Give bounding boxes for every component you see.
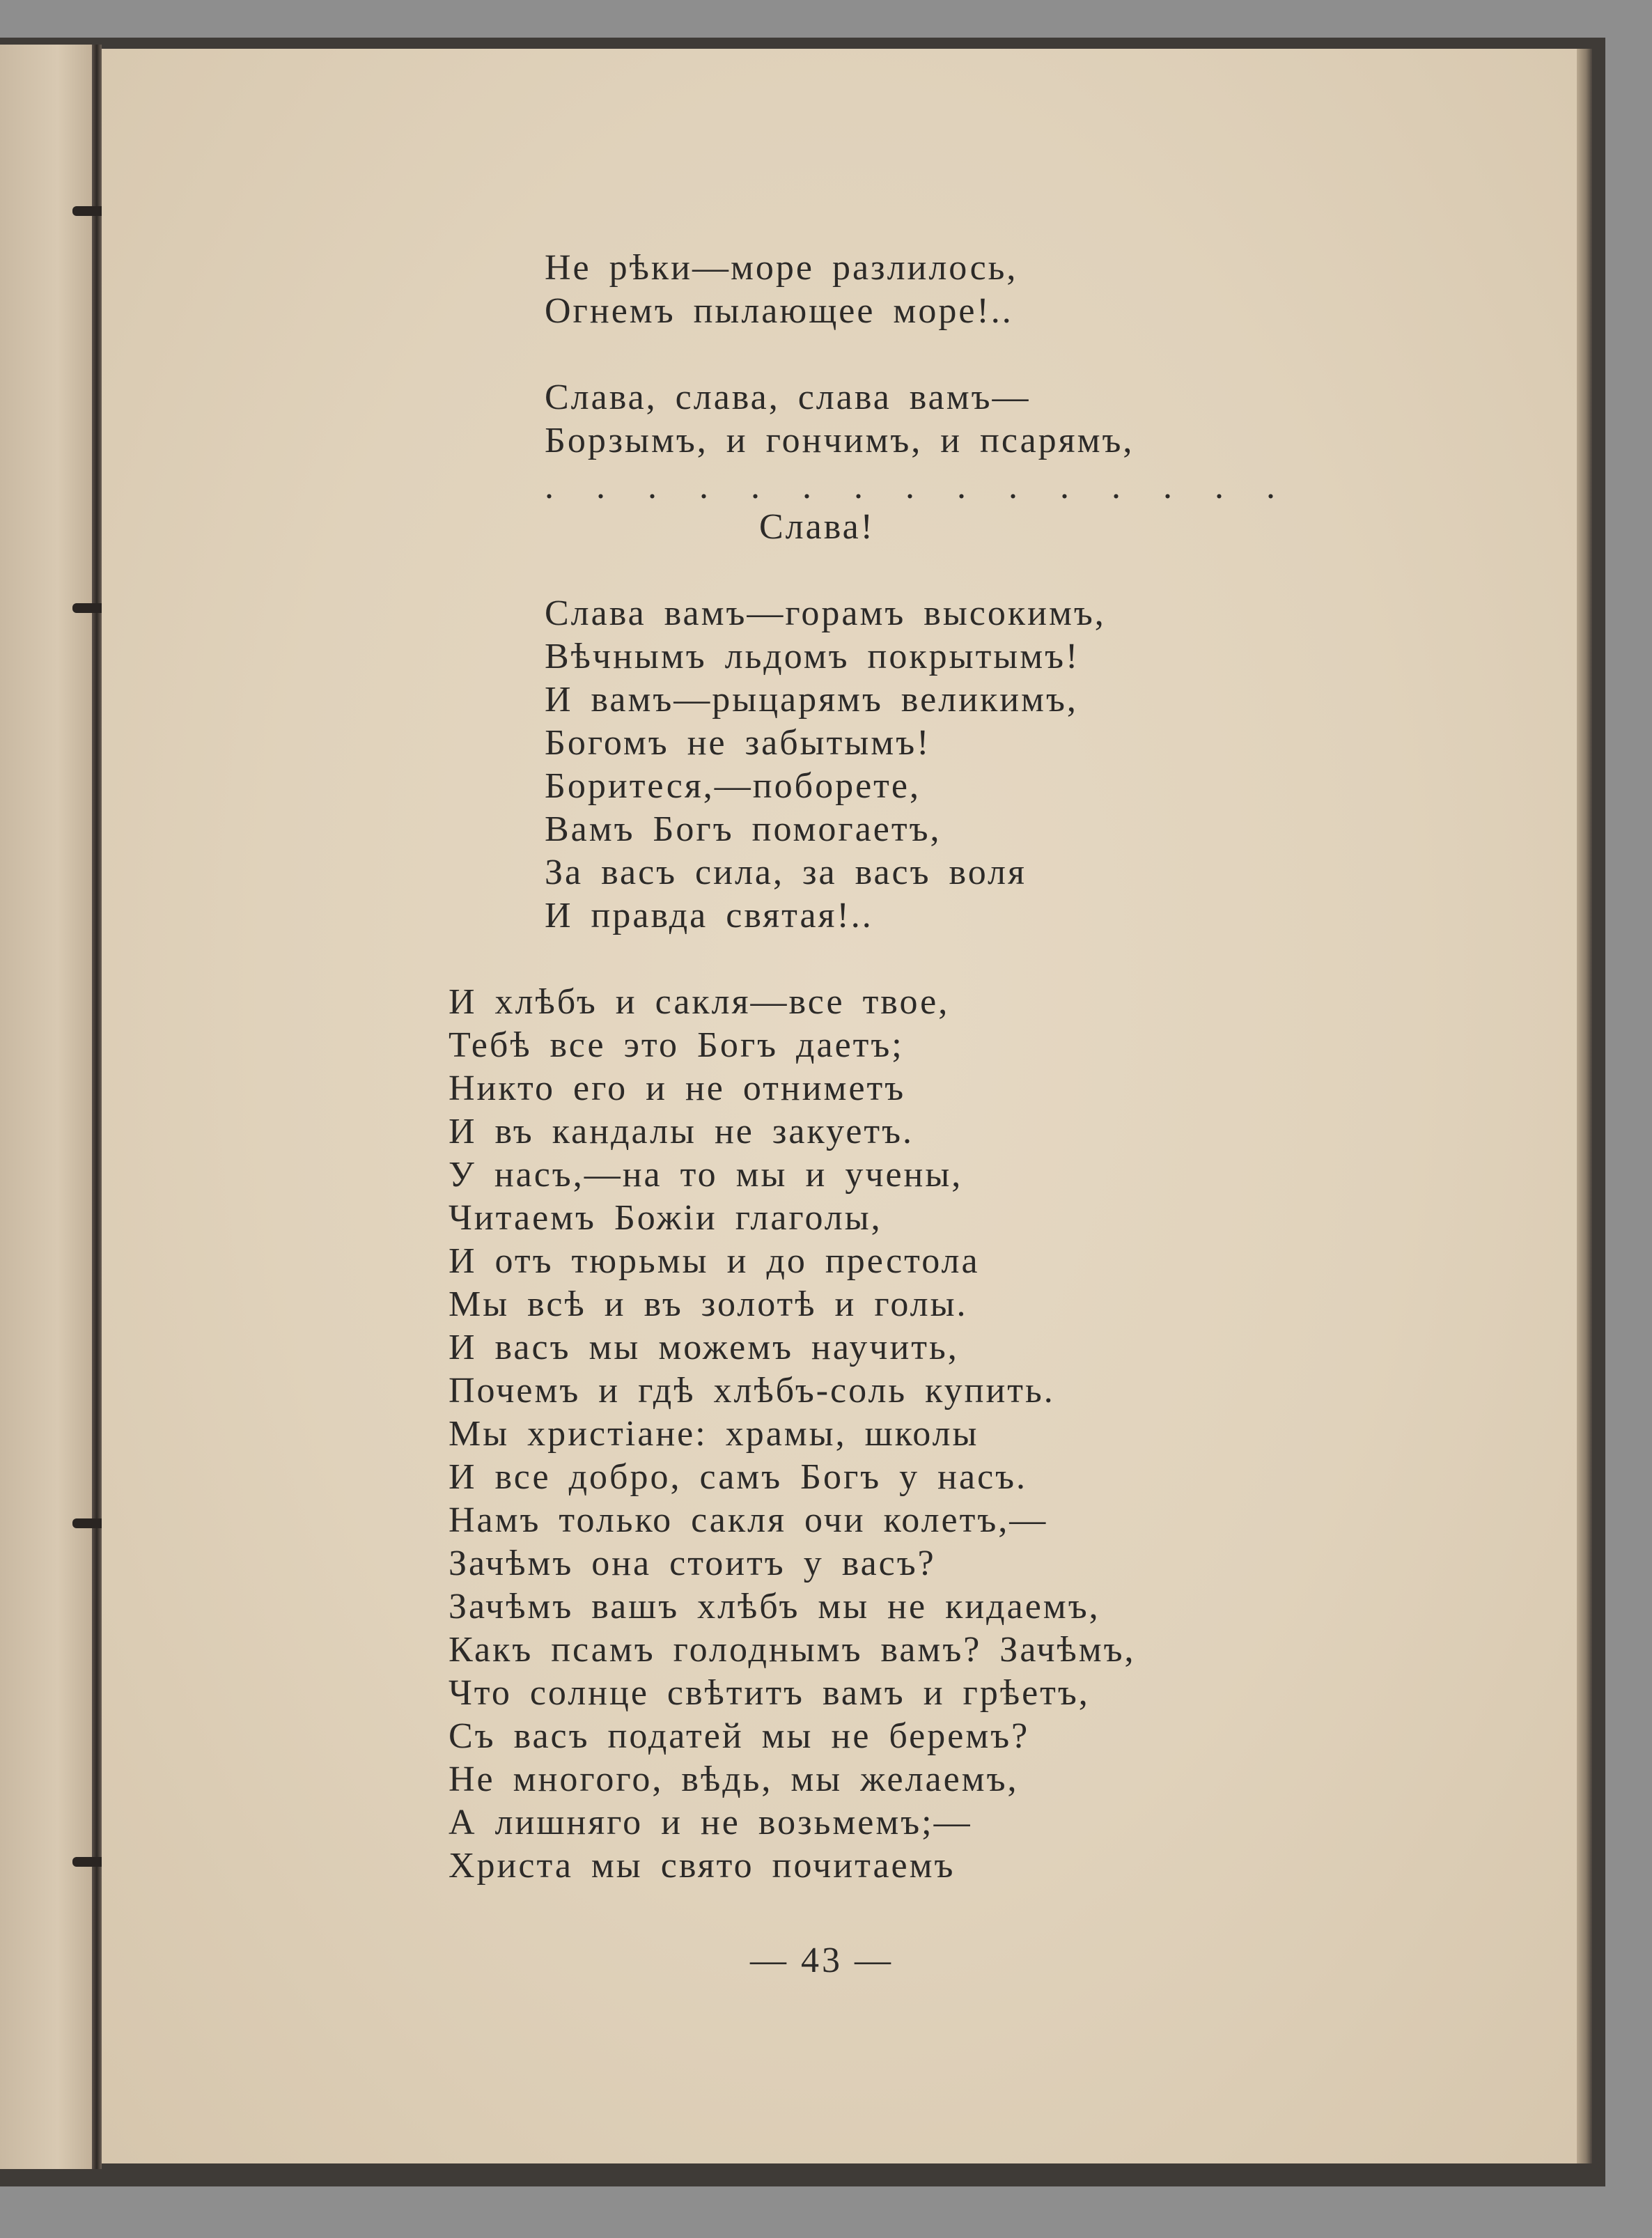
ellipsis-line: . . . . . . . . . . . . . . . [545,467,1292,506]
poem-line: Огнемъ пылающее море!.. [545,291,1013,331]
poem-line: Никто его и не отниметъ [449,1069,906,1108]
poem-line: Вѣчнымъ льдомъ покрытымъ! [545,637,1080,676]
poem-line: За васъ сила, за васъ воля [545,853,1027,892]
poem-line: И васъ мы можемъ научить, [449,1328,959,1367]
poem-line: Читаемъ Божiи глаголы, [449,1198,882,1238]
stanza-3 [545,592,1106,938]
poem-line: И все добро, самъ Богъ у насъ. [449,1457,1028,1497]
poem-line: Не многого, вѣдь, мы желаемъ, [449,1759,1019,1799]
poem-line: Не рѣки—море разлилось, [545,248,1018,288]
poem-line: У насъ,—на то мы и учены, [449,1155,963,1195]
poem-line: И въ кандалы не закуетъ. [449,1112,914,1151]
poem-line: Боритеся,—поборете, [545,766,921,806]
poem-line: Съ васъ податей мы не беремъ? [449,1716,1030,1756]
poem-line: Зачѣмъ вашъ хлѣбъ мы не кидаемъ, [449,1587,1100,1626]
book-gutter [92,45,102,2169]
poem-line: Слава вамъ—горамъ высокимъ, [545,593,1106,633]
refrain-slava: Слава! [759,507,875,547]
stanza-1 [545,247,1134,463]
poem-line: Что солнце свѣтитъ вамъ и грѣетъ, [449,1673,1090,1713]
page-edge-shadow [1577,49,1592,2163]
poem-line: Борзымъ, и гончимъ, и псарямъ, [545,421,1135,460]
poem-line: Почемъ и гдѣ хлѣбъ-соль купить. [449,1371,1055,1411]
poem-line: А лишняго и не возьмемъ;— [449,1803,972,1842]
poem-line: И вамъ—рыцарямъ великимъ, [545,680,1078,720]
poem-line: Какъ псамъ голоднымъ вамъ? Зачѣмъ, [449,1630,1136,1670]
poem-line: И правда святая!.. [545,896,873,935]
poem-line: Тебѣ все это Богъ даетъ; [449,1025,904,1065]
poem-line: Вамъ Богъ помогаетъ, [545,809,942,849]
poem-line: Мы христiане: храмы, школы [449,1414,979,1454]
poem-line: Богомъ не забытымъ! [545,723,931,763]
stanza-4 [449,981,1136,1888]
poem-line: И хлѣбъ и сакля—все твое, [449,982,950,1022]
left-page-edge [0,45,96,2169]
poem-line: Христа мы свято почитаемъ [449,1846,956,1886]
poem-line [545,333,1134,376]
poem-line: Мы всѣ и въ золотѣ и голы. [449,1284,968,1324]
page-number: — 43 — [750,1941,894,1980]
poem-line: Зачѣмъ она стоитъ у васъ? [449,1544,936,1583]
poem-line: И отъ тюрьмы и до престола [449,1241,980,1281]
poem-line: Слава, слава, слава вамъ— [545,378,1031,417]
poem-line: Намъ только сакля очи колетъ,— [449,1500,1048,1540]
